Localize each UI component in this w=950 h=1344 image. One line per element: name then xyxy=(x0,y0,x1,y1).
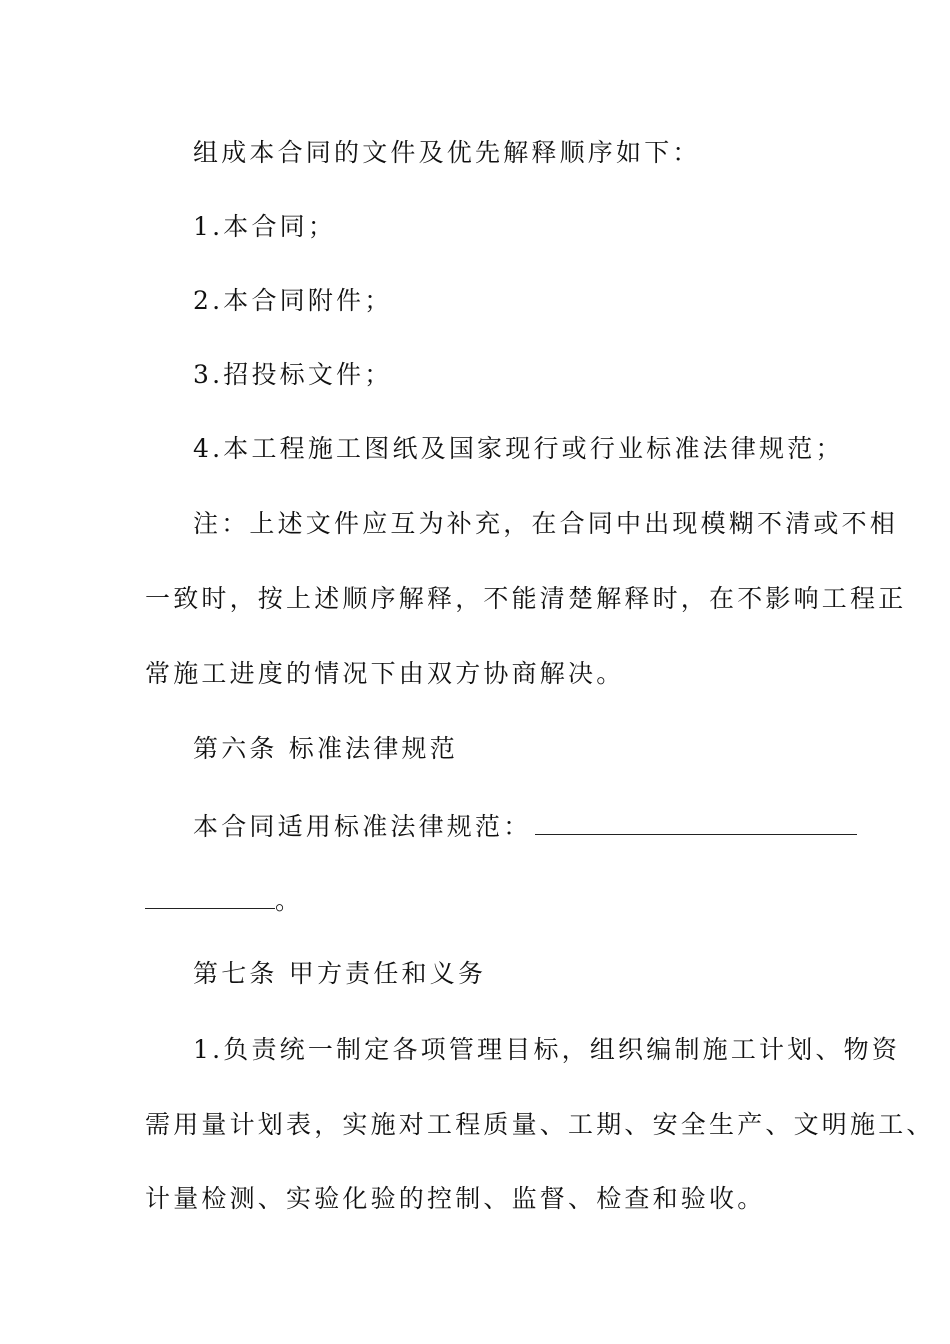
note-line-1: 注：上述文件应互为补充，在合同中出现模糊不清或不相 xyxy=(193,509,899,538)
article-6-heading: 第六条 标准法律规范 xyxy=(193,734,458,763)
fill-in-blank-long xyxy=(535,810,857,835)
article-6-body-prefix: 本合同适用标准法律规范： xyxy=(193,812,532,841)
list-item-contract-appendix: 2.本合同附件； xyxy=(193,286,393,315)
paragraph-contract-documents-intro: 组成本合同的文件及优先解释顺序如下： xyxy=(193,138,701,167)
list-item-contract: 1.本合同； xyxy=(193,212,337,241)
article-7-heading: 第七条 甲方责任和义务 xyxy=(193,959,487,988)
article-6-body-line-1 xyxy=(193,810,857,842)
article-7-item-1-line-1: 1.负责统一制定各项管理目标，组织编制施工计划、物资 xyxy=(193,1035,901,1064)
article-7-item-1-line-3: 计量检测、实验化验的控制、监督、检查和验收。 xyxy=(145,1184,766,1213)
article-6-body-line-2 xyxy=(145,884,303,916)
fill-in-blank-short xyxy=(145,884,275,909)
note-line-2: 一致时，按上述顺序解释，不能清楚解释时，在不影响工程正 xyxy=(145,584,907,613)
article-6-body-end: 。 xyxy=(275,886,304,915)
note-line-3: 常施工进度的情况下由双方协商解决。 xyxy=(145,659,625,688)
article-7-item-1-line-2: 需用量计划表，实施对工程质量、工期、安全生产、文明施工、 xyxy=(145,1110,935,1139)
list-item-bidding-documents: 3.招投标文件； xyxy=(193,360,393,389)
list-item-drawings-standards: 4.本工程施工图纸及国家现行或行业标准法律规范； xyxy=(193,434,844,463)
